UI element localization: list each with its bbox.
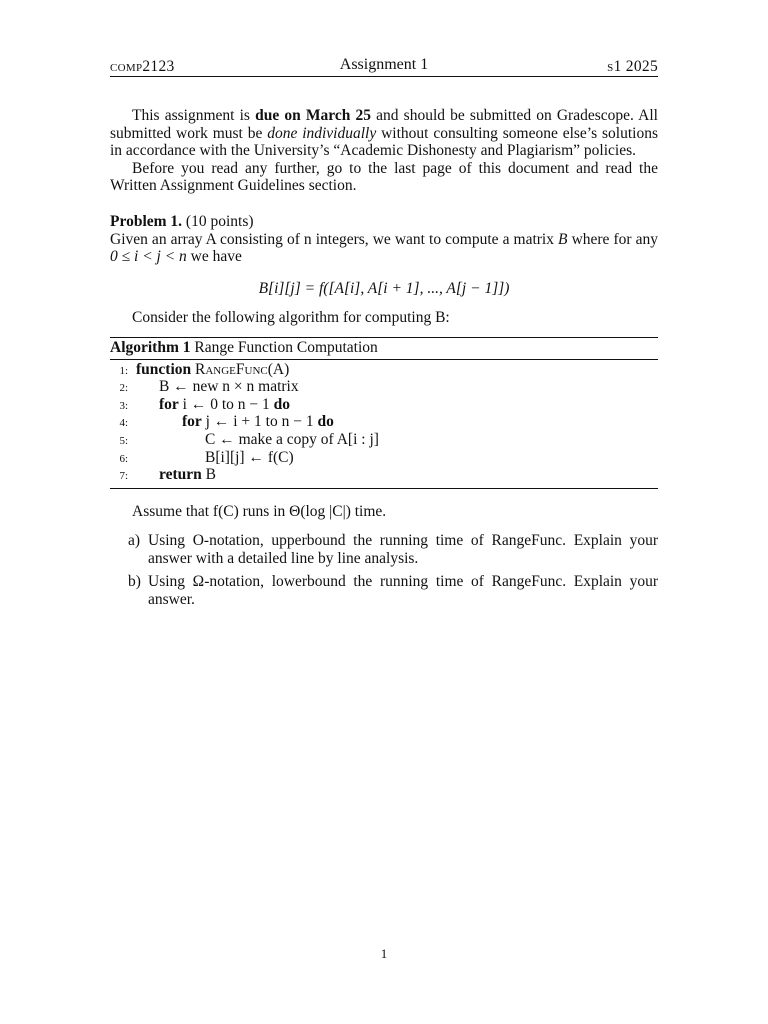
- problem-points: (10 points): [185, 212, 254, 230]
- line-number: 7:: [119, 470, 128, 483]
- line-code: [136, 361, 289, 379]
- keyword: do: [273, 395, 291, 413]
- keyword: function: [136, 360, 192, 378]
- statement-text: where for any: [567, 230, 658, 248]
- statement-math: 0 ≤ i < j < n: [110, 248, 187, 266]
- intro-paragraph: [110, 107, 658, 160]
- algorithm-line: [110, 466, 658, 484]
- algorithm-line: [110, 396, 658, 414]
- statement-math: B: [558, 230, 568, 248]
- algorithm-label: Algorithm 1: [110, 338, 191, 356]
- code-text: j ← i + 1 to n − 1: [201, 413, 318, 431]
- intro-text: This assignment is: [132, 107, 256, 124]
- algorithm-line: [110, 378, 658, 396]
- individually-emphasis: done individually: [267, 124, 377, 142]
- keyword: do: [317, 413, 334, 431]
- problem-label: Problem 1.: [110, 212, 183, 230]
- code-text: i ← 0 to n − 1: [178, 395, 274, 413]
- assumption-text: Assume that f(C) runs in Θ(log |C|) time.: [132, 502, 387, 520]
- statement-text: we have: [186, 248, 242, 266]
- line-code: [205, 449, 294, 467]
- page-number: 1: [380, 946, 388, 961]
- part-text: Using Ω-notation, lowerbound the running time of RangeFunc. Explain your answer.: [148, 573, 658, 609]
- line-number: 4:: [119, 417, 128, 430]
- line-code: [159, 466, 216, 484]
- line-code: [205, 431, 379, 449]
- algorithm-line: [110, 449, 658, 467]
- code-text: B: [201, 466, 216, 484]
- keyword: return: [159, 466, 202, 484]
- intro-text: without consulting someone else’s solutions in accordance with the University’s “Academic Dishonesty and Plagiarism” policies.: [110, 124, 658, 160]
- line-code: [182, 413, 334, 431]
- line-number: 1:: [119, 364, 128, 377]
- question-part: [110, 573, 658, 608]
- part-marker: b): [128, 573, 141, 591]
- equation: B[i][j] = f([A[i], A[i + 1], ..., A[j − 1]]): [258, 279, 510, 297]
- line-number: 2:: [119, 382, 128, 395]
- document-title: Assignment 1: [339, 56, 429, 73]
- code-text: B[i][j] ← f(C): [205, 448, 294, 466]
- problem-statement: [110, 231, 658, 266]
- algorithm-line: [110, 361, 658, 379]
- algorithm-line: [110, 431, 658, 449]
- line-number: 5:: [119, 434, 128, 447]
- line-number: 3:: [119, 399, 128, 412]
- line-code: [159, 378, 299, 396]
- due-date: due on March 25: [255, 107, 371, 124]
- statement-text: Given an array A consisting of n integers, we want to compute a matrix: [110, 230, 559, 248]
- algorithm-line: [110, 413, 658, 431]
- course-code: comp2123: [110, 58, 175, 75]
- algorithm-title: Range Function Computation: [194, 338, 378, 356]
- question-parts: [110, 532, 658, 608]
- keyword: for: [159, 395, 179, 413]
- algorithm-lines: [110, 360, 658, 488]
- document-body: [110, 107, 658, 615]
- part-text: Using O-notation, upperbound the running time of RangeFunc. Explain your answer with a detailed line by line analysis.: [148, 532, 658, 567]
- page-header: [110, 56, 658, 77]
- algorithm-block: [110, 337, 658, 489]
- code-text: C ← make a copy of A[i : j]: [205, 430, 379, 448]
- algorithm-caption: [110, 338, 658, 360]
- keyword: for: [182, 413, 202, 431]
- term-label: s1 2025: [607, 58, 658, 75]
- question-part: [110, 532, 658, 567]
- problem-heading: [110, 213, 658, 231]
- code-text: RangeFunc(A): [191, 360, 290, 378]
- part-marker: a): [128, 532, 141, 550]
- guidelines-paragraph: Before you read any further, go to the last page of this document and read the Written Assignment Guidelines section.: [110, 159, 658, 195]
- consider-text: Consider the following algorithm for computing B:: [132, 309, 450, 327]
- code-text: B ← new n × n matrix: [159, 378, 299, 396]
- intro-text: and should be submitted on Gradescope. All submitted work must be: [110, 107, 658, 142]
- line-number: 6:: [119, 452, 128, 465]
- line-code: [159, 396, 290, 414]
